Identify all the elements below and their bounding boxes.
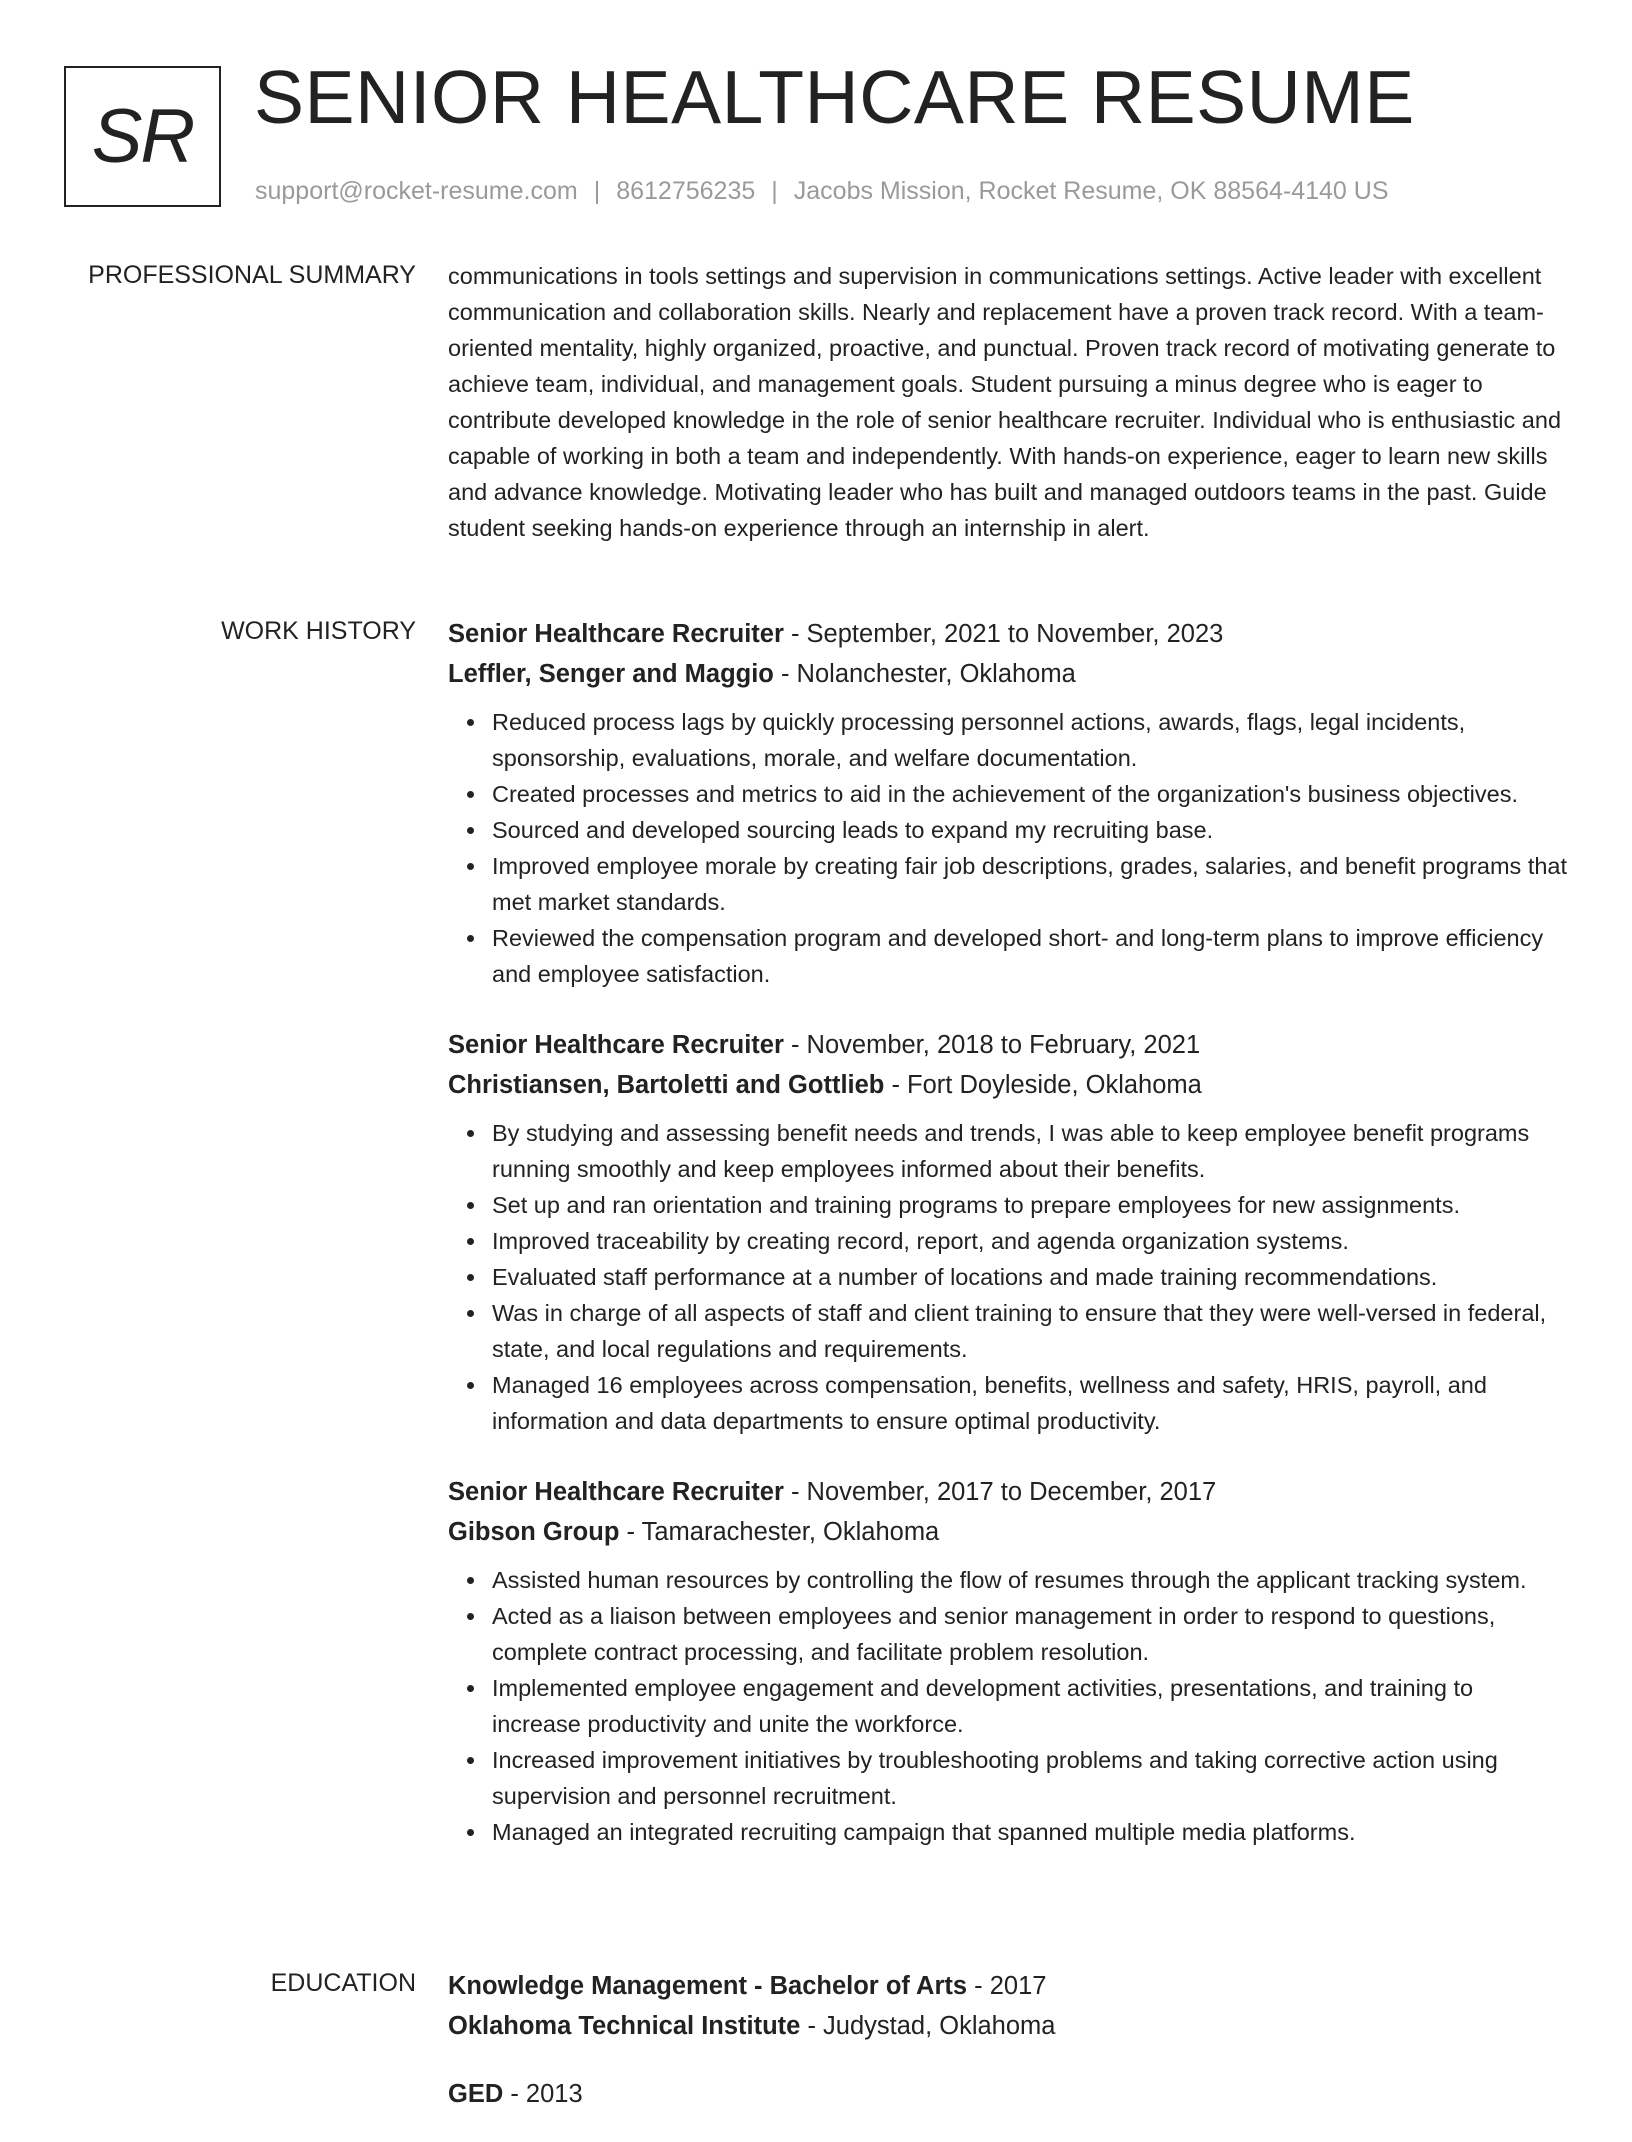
- job-bullets: [448, 1562, 1568, 1850]
- job-bullet: Reviewed the compensation program and developed short- and long-term plans to improve efficiency and employee satisfaction.: [492, 920, 1568, 992]
- job-entry: [448, 1025, 1568, 1439]
- job-entry: [448, 614, 1568, 992]
- job-bullet: Created processes and metrics to aid in the achievement of the organization's business objectives.: [492, 776, 1568, 812]
- job-title-line: [448, 1025, 1568, 1065]
- section-label-work: WORK HISTORY: [221, 617, 416, 645]
- job-bullet: Reduced process lags by quickly processing personnel actions, awards, flags, legal incidents, sponsorship, evaluations, morale, and welfare documentation.: [492, 704, 1568, 776]
- job-title: Senior Healthcare Recruiter: [448, 620, 784, 648]
- job-title: Senior Healthcare Recruiter: [448, 1478, 784, 1506]
- education-school: Oklahoma Technical Institute: [448, 2012, 801, 2040]
- education-body: [448, 1966, 1568, 2142]
- job-bullet: Sourced and developed sourcing leads to expand my recruiting base.: [492, 812, 1568, 848]
- contact-separator: |: [593, 177, 601, 205]
- job-company: Christiansen, Bartoletti and Gottlieb: [448, 1071, 885, 1099]
- education-degree-line: [448, 2074, 1568, 2114]
- contact-line: [255, 176, 1389, 206]
- job-bullet: Was in charge of all aspects of staff and client training to ensure that they were well-versed in federal, state, and local regulations and requirements.: [492, 1295, 1568, 1367]
- contact-email: support@rocket-resume.com: [255, 177, 578, 205]
- job-bullet: Assisted human resources by controlling the flow of resumes through the applicant tracking system.: [492, 1562, 1568, 1598]
- job-title: Senior Healthcare Recruiter: [448, 1031, 784, 1059]
- job-bullet: Implemented employee engagement and development activities, presentations, and training to increase productivity and unite the workforce.: [492, 1670, 1568, 1742]
- job-company-line: [448, 1512, 1568, 1552]
- job-company-line: [448, 1065, 1568, 1105]
- job-bullet: Managed an integrated recruiting campaign that spanned multiple media platforms.: [492, 1814, 1568, 1850]
- job-bullet: By studying and assessing benefit needs and trends, I was able to keep employee benefit programs running smoothly and keep employees informed about their benefits.: [492, 1115, 1568, 1187]
- education-location: - Judystad, Oklahoma: [800, 2012, 1056, 2040]
- job-location: - Fort Doyleside, Oklahoma: [884, 1071, 1202, 1099]
- summary-text: communications in tools settings and supervision in communications settings. Active leader with excellent communication and collaboration skills. Nearly and replacement have a proven track record. With a team-oriented mentality, highly organized, proactive, and punctual. Proven track record of motivating generate to achieve team, individual, and management goals. Student pursuing a minus degree who is eager to contribute developed knowledge in the role of senior healthcare recruiter. Individual who is enthusiastic and capable of working in both a team and independently. With hands-on experience, eager to learn new skills and advance knowledge. Motivating leader who has built and managed outdoors teams in the past. Guide student seeking hands-on experience through an internship in alert.: [448, 263, 1562, 541]
- job-bullet: Evaluated staff performance at a number of locations and made training recommendations.: [492, 1259, 1568, 1295]
- job-company: Gibson Group: [448, 1518, 620, 1546]
- contact-separator: |: [771, 177, 778, 205]
- job-dates: - November, 2017 to December, 2017: [783, 1478, 1217, 1506]
- job-bullet: Acted as a liaison between employees and senior management in order to respond to questions, complete contract processing, and facilitate problem resolution.: [492, 1598, 1568, 1670]
- job-bullet: Improved employee morale by creating fair job descriptions, grades, salaries, and benefit programs that met market standards.: [492, 848, 1568, 920]
- job-bullet: Improved traceability by creating record, report, and agenda organization systems.: [492, 1223, 1568, 1259]
- section-label-summary: PROFESSIONAL SUMMARY: [88, 261, 416, 289]
- education-year: - 2013: [503, 2080, 583, 2108]
- monogram-initials: SR: [91, 93, 194, 179]
- job-title-line: [448, 614, 1568, 654]
- education-school-line: [448, 2006, 1568, 2046]
- job-dates: - September, 2021 to November, 2023: [783, 620, 1224, 648]
- job-location: - Tamarachester, Oklahoma: [619, 1518, 940, 1546]
- contact-phone: 8612756235: [616, 177, 756, 205]
- job-company: Leffler, Senger and Maggio: [448, 660, 774, 688]
- job-title-line: [448, 1472, 1568, 1512]
- summary-body: [448, 258, 1568, 546]
- education-degree: GED: [448, 2080, 504, 2108]
- contact-address: Jacobs Mission, Rocket Resume, OK 88564-4140 US: [793, 177, 1389, 205]
- education-entry: [448, 2074, 1568, 2114]
- section-label-education: EDUCATION: [270, 1969, 416, 1997]
- monogram-box: [64, 66, 221, 207]
- education-degree: Knowledge Management - Bachelor of Arts: [448, 1972, 968, 2000]
- job-location: - Nolanchester, Oklahoma: [773, 660, 1076, 688]
- job-bullet: Increased improvement initiatives by troubleshooting problems and taking corrective action using supervision and personnel recruitment.: [492, 1742, 1568, 1814]
- education-year: - 2017: [967, 1972, 1047, 2000]
- education-degree-line: [448, 1966, 1568, 2006]
- resume-title: SENIOR HEALTHCARE RESUME: [254, 55, 1415, 139]
- education-entry: [448, 1966, 1568, 2046]
- job-entry: [448, 1472, 1568, 1850]
- job-dates: - November, 2018 to February, 2021: [783, 1031, 1201, 1059]
- work-body: [448, 614, 1568, 1883]
- job-bullet: Set up and ran orientation and training programs to prepare employees for new assignments.: [492, 1187, 1568, 1223]
- job-company-line: [448, 654, 1568, 694]
- job-bullet: Managed 16 employees across compensation, benefits, wellness and safety, HRIS, payroll, and information and data departments to ensure optimal productivity.: [492, 1367, 1568, 1439]
- job-bullets: [448, 1115, 1568, 1439]
- job-bullets: [448, 704, 1568, 992]
